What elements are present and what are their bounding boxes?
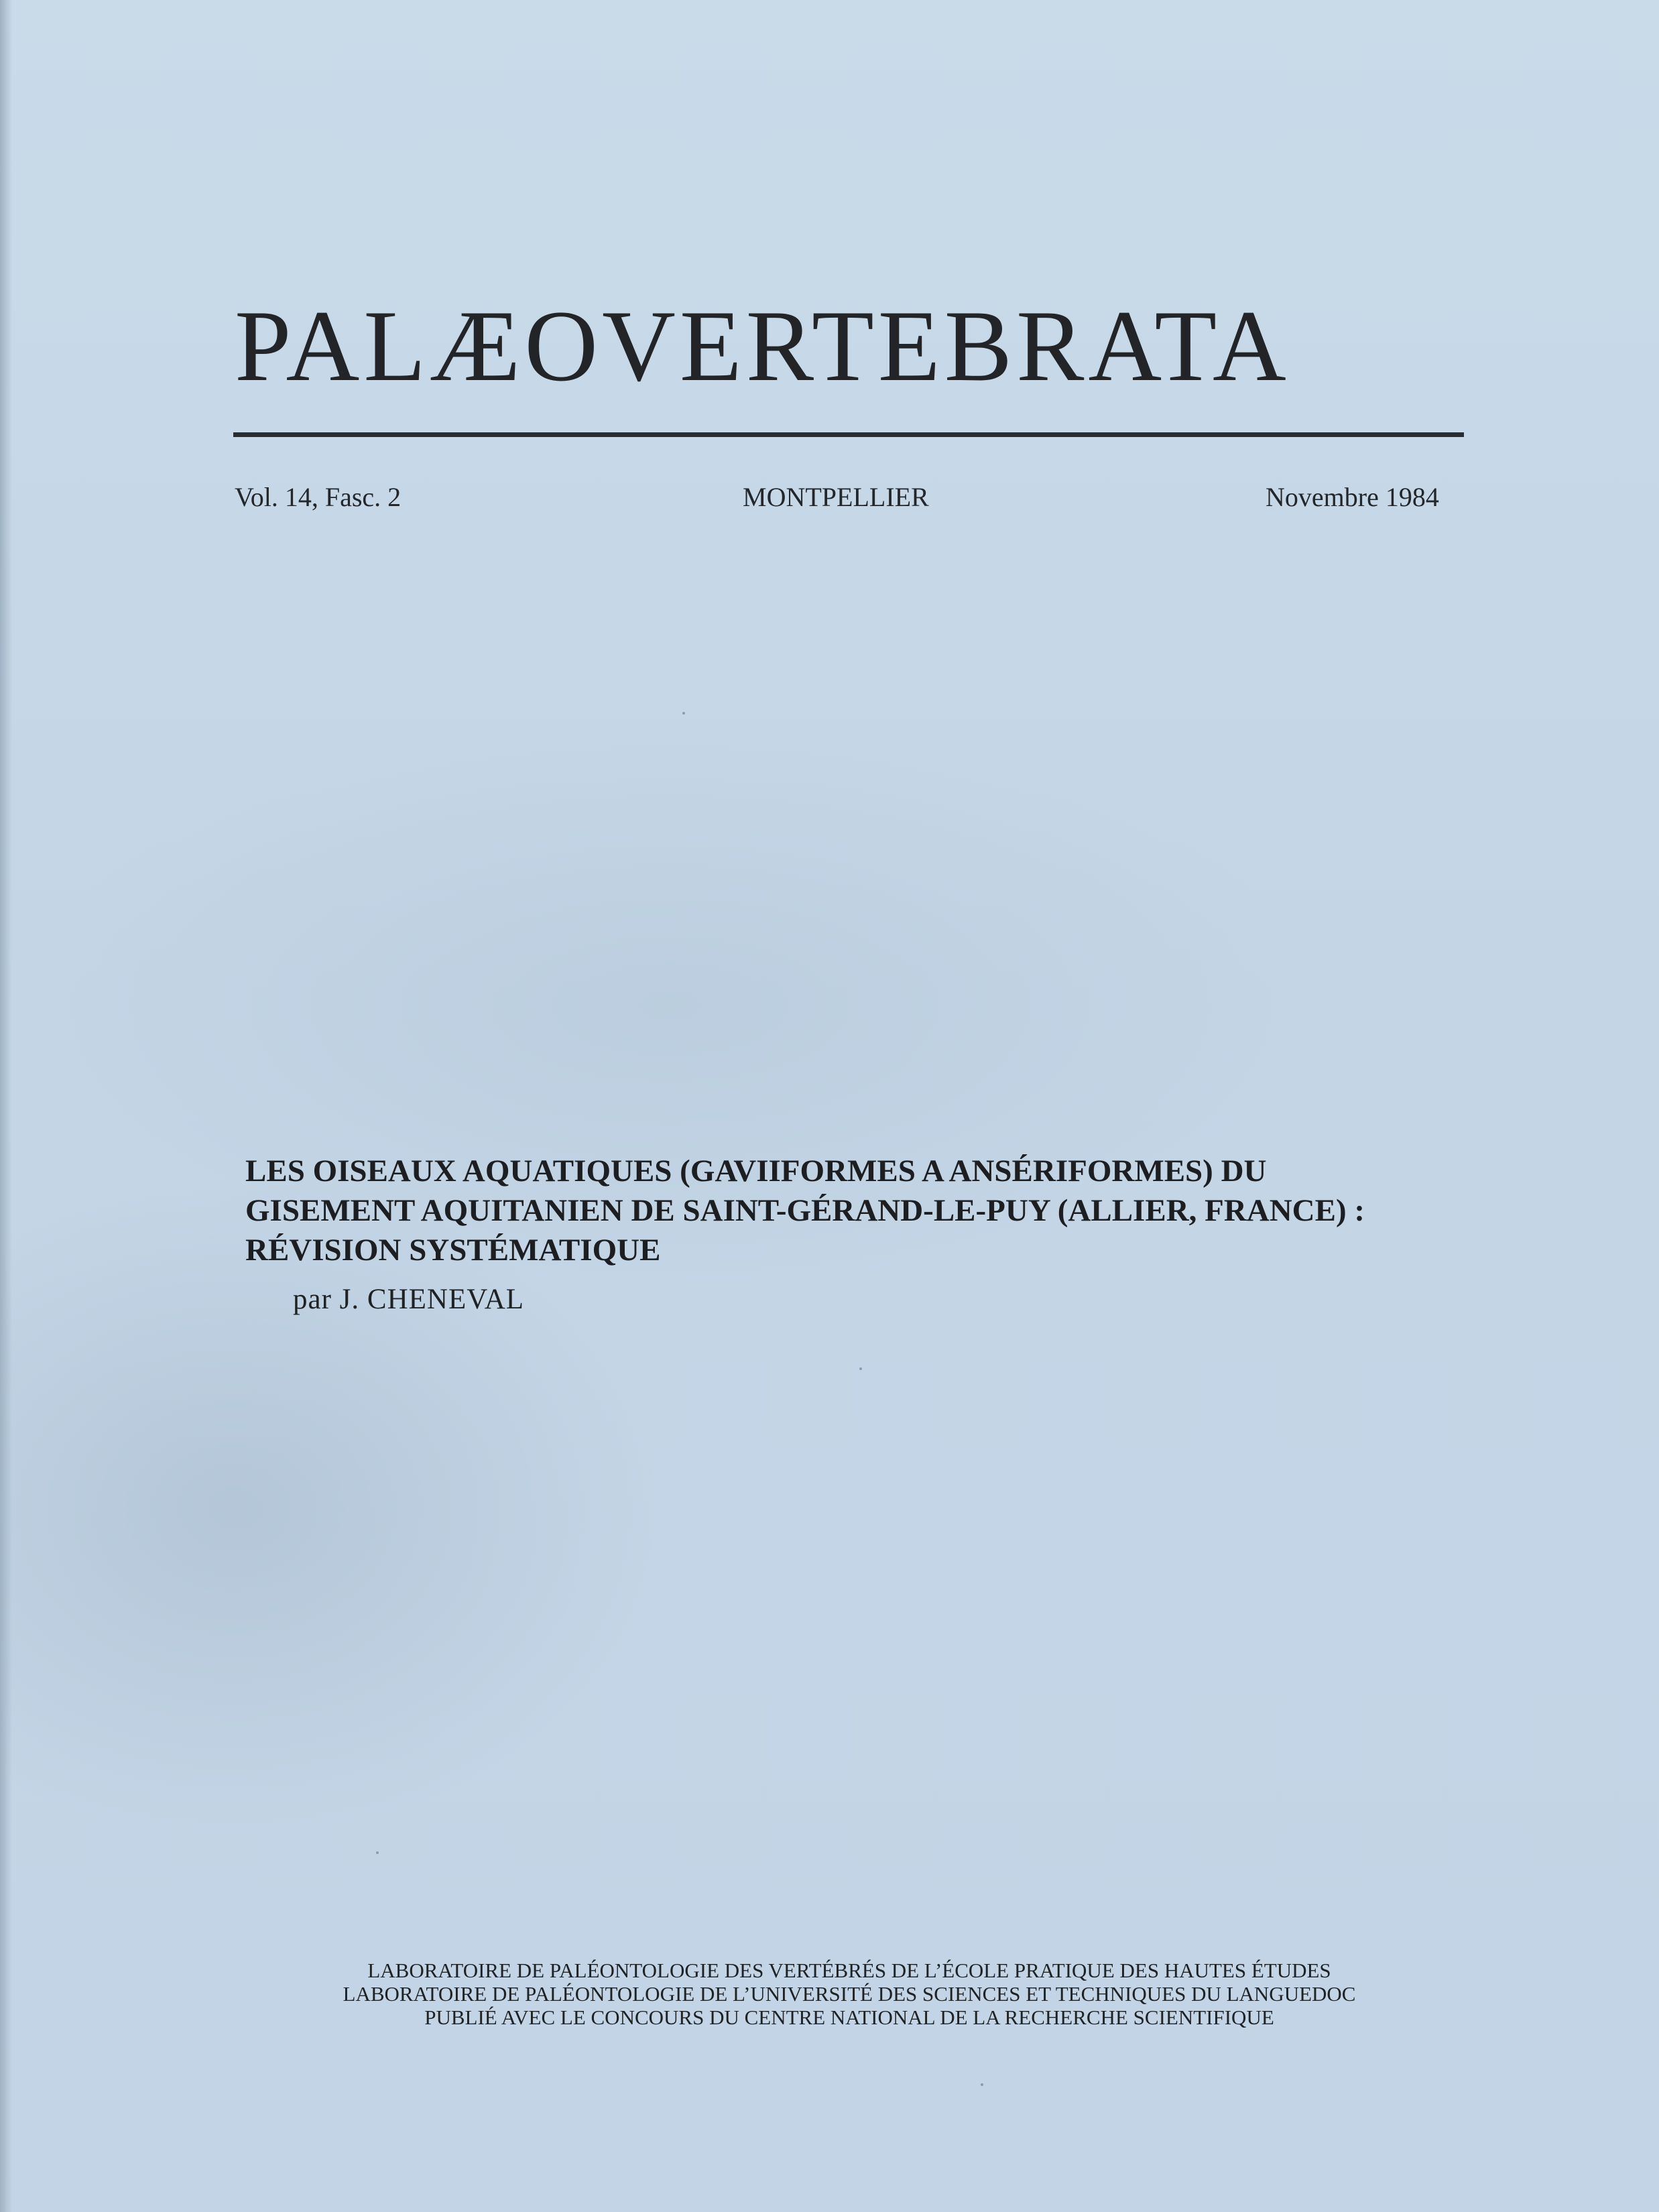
page-edge-shadow: [0, 0, 12, 2212]
article-author: par J. CHENEVAL: [293, 1284, 525, 1315]
issue-volume: Vol. 14, Fasc. 2: [235, 482, 402, 512]
paper-speck: [682, 712, 685, 715]
paper-speck: [981, 2083, 983, 2086]
paper-speck: [859, 1367, 862, 1370]
issue-city: MONTPELLIER: [743, 482, 929, 512]
article-title-line: RÉVISION SYSTÉMATIQUE: [245, 1233, 661, 1268]
issue-date: Novembre 1984: [1266, 482, 1439, 512]
publisher-footer: [226, 1959, 1473, 2029]
article-title-line: GISEMENT AQUITANIEN DE SAINT-GÉRAND-LE-PUY (ALLIER, FRANCE) :: [245, 1193, 1365, 1228]
footer-line: LABORATOIRE DE PALÉONTOLOGIE DES VERTÉBRÉS DE L’ÉCOLE PRATIQUE DES HAUTES ÉTUDES: [367, 1959, 1331, 1982]
article-title-line: LES OISEAUX AQUATIQUES (GAVIIFORMES A ANSÉRIFORMES) DU: [245, 1154, 1267, 1188]
masthead-rule: [233, 432, 1464, 437]
paper-speck: [376, 1851, 379, 1854]
footer-line: PUBLIÉ AVEC LE CONCOURS DU CENTRE NATIONAL DE LA RECHERCHE SCIENTIFIQUE: [424, 2006, 1274, 2029]
journal-masthead: PALÆOVERTEBRATA: [235, 290, 1290, 402]
article-title: [245, 1152, 1465, 1270]
footer-line: LABORATOIRE DE PALÉONTOLOGIE DE L’UNIVERSITÉ DES SCIENCES ET TECHNIQUES DU LANGUEDOC: [343, 1982, 1356, 2006]
